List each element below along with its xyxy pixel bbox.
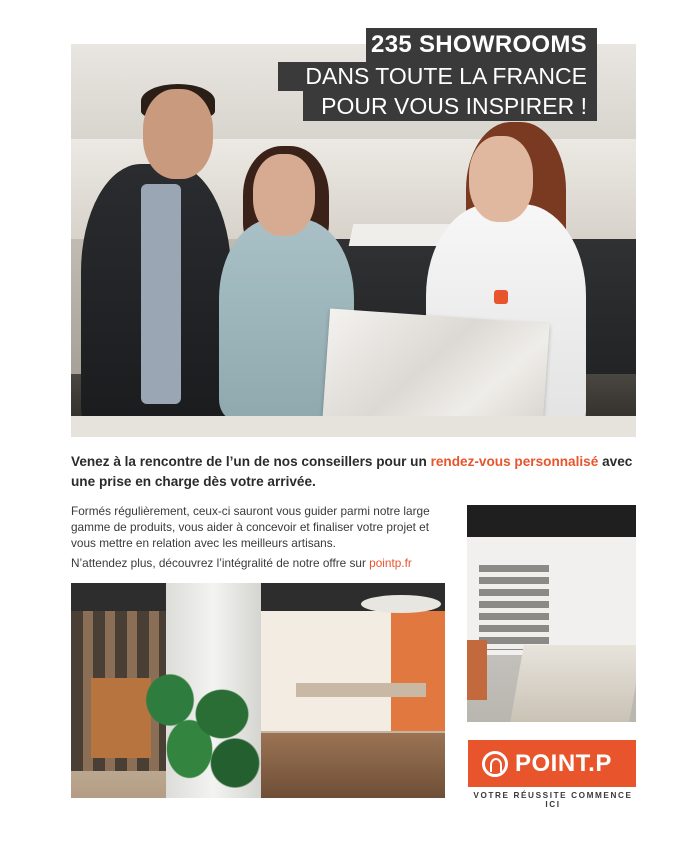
pointp-logo: [468, 740, 636, 787]
body-paragraph-2-text: N’attendez plus, découvrez l’intégralité de notre offre sur: [71, 555, 370, 570]
lead-highlight: rendez-vous personnalisé: [430, 454, 599, 469]
headline-line-1: 235 SHOWROOMS: [366, 28, 597, 62]
lead-text-start: Venez à la rencontre de l’un de nos conseillers pour un: [71, 454, 431, 469]
website-link[interactable]: pointp.fr: [369, 555, 412, 570]
lead-paragraph: [71, 452, 641, 492]
staff-badge-icon: [494, 290, 508, 304]
body-text: [71, 503, 456, 571]
showroom-photo-interior: [71, 583, 445, 798]
showroom-photo-counter: [467, 505, 636, 722]
body-paragraph-1: Formés régulièrement, ceux-ci sauront vous guider parmi notre large gamme de produits, vous aider à concevoir et finaliser votre projet et vous mettre en relation avec les meilleurs artisans.: [71, 504, 430, 551]
headline-line-3: POUR VOUS INSPIRER !: [303, 91, 597, 121]
body-paragraph-2: [71, 555, 456, 571]
logo-text: POINT.P: [515, 749, 612, 777]
pointp-logo-icon: [482, 751, 508, 777]
brand-tagline: VOTRE RÉUSSITE COMMENCE ICI: [473, 791, 633, 809]
headline-line-2: DANS TOUTE LA FRANCE: [278, 62, 597, 91]
lead-text-end: avec une prise en charge dès votre arrivée.: [71, 454, 633, 489]
